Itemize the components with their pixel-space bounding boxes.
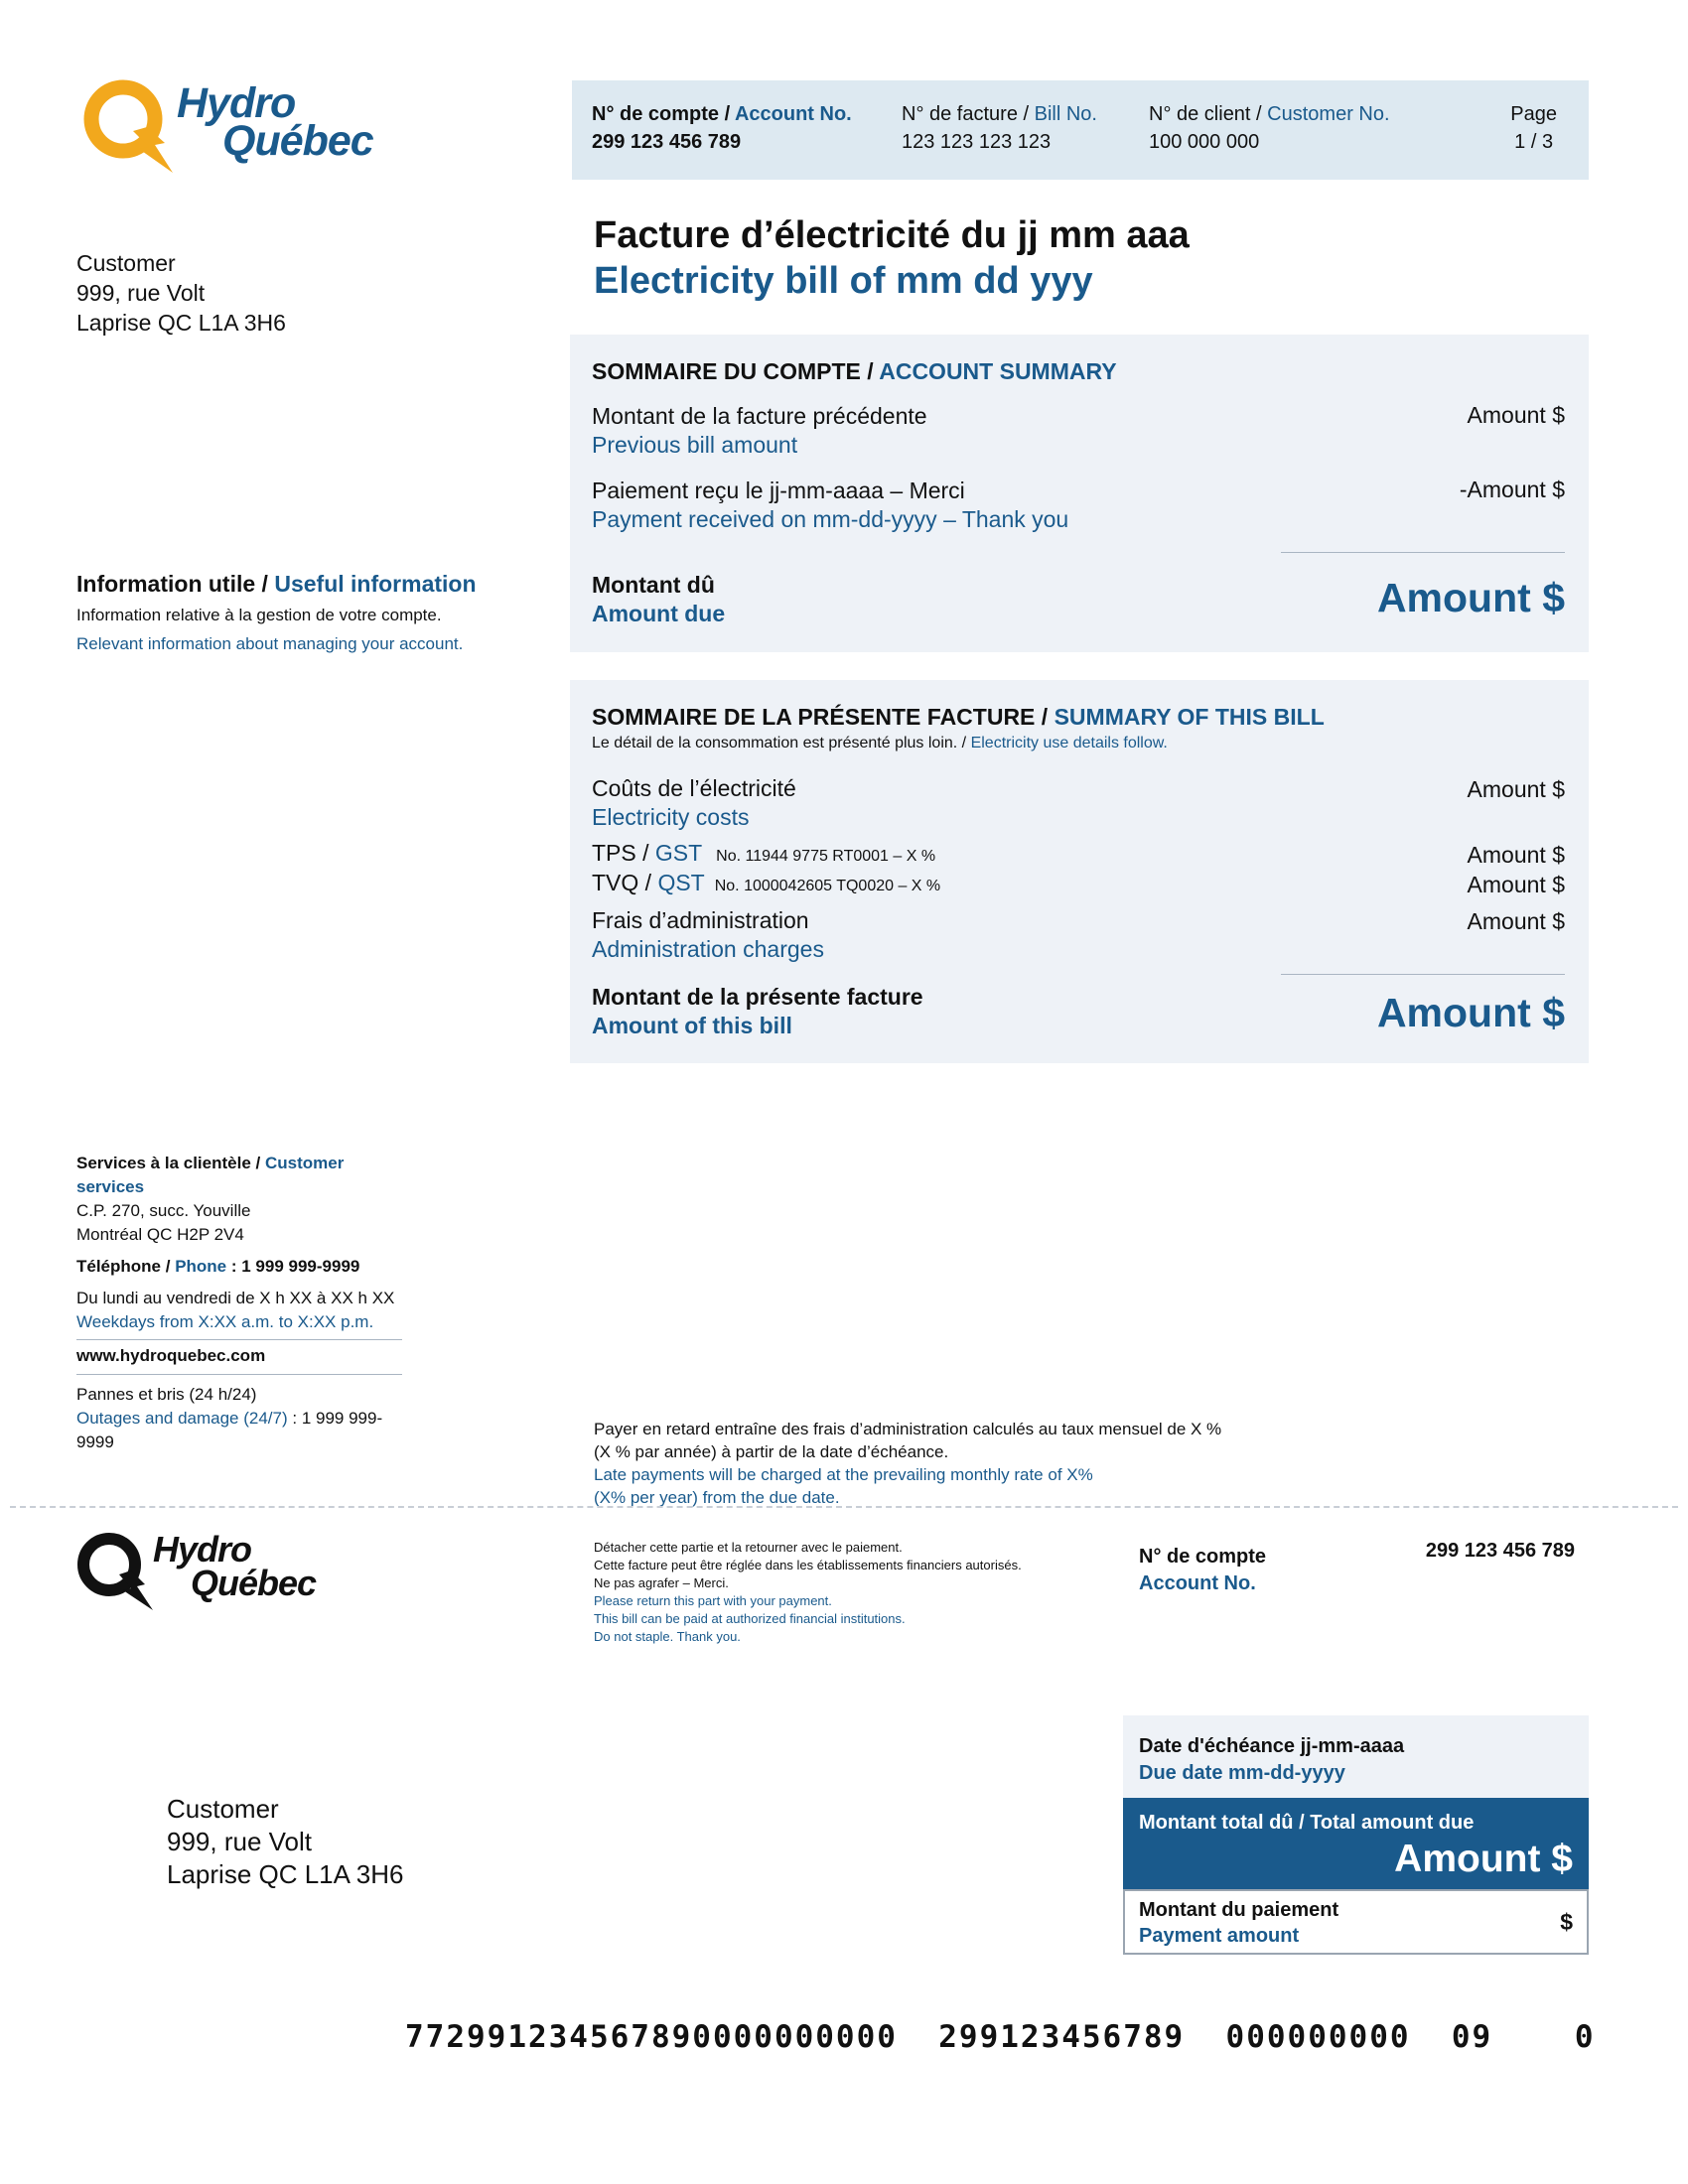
header-customer (1149, 100, 1390, 156)
header-page-label: Page (1510, 103, 1557, 125)
previous-bill-en: Previous bill amount (592, 432, 798, 459)
electricity-costs-fr: Coûts de l’électricité (592, 775, 796, 801)
instr-en1: Please return this part with your payment. (594, 1593, 832, 1608)
bill-total-value: Amount $ (1376, 990, 1565, 1035)
bill-title (594, 212, 1190, 304)
bill-summary-sep: / (1035, 704, 1055, 730)
phone-sep: / (161, 1257, 176, 1276)
header-bill-label-fr: N° de facture (902, 103, 1018, 125)
qst-sep: / (638, 870, 658, 895)
customer-services (76, 1152, 402, 1454)
coupon-account (1139, 1544, 1266, 1597)
account-summary-title-en: ACCOUNT SUMMARY (879, 358, 1117, 384)
coupon-address (167, 1793, 403, 1891)
bill-total-fr: Montant de la présente facture (592, 984, 923, 1010)
customer-services-city: Montréal QC H2P 2V4 (76, 1225, 244, 1244)
outages-en: Outages and damage (24/7) (76, 1409, 288, 1428)
header-customer-value: 100 000 000 (1149, 131, 1260, 153)
due-date-box (1123, 1715, 1589, 1798)
account-summary-title-fr: SOMMAIRE DU COMPTE (592, 358, 861, 384)
admin-charges-amount: Amount $ (1467, 908, 1565, 934)
gst-amount: Amount $ (1467, 842, 1565, 868)
customer-services-title-en: Customer services (76, 1154, 345, 1196)
qst-label-fr: TVQ (592, 870, 639, 895)
hours-fr: Du lundi au vendredi de X h XX à XX h XX (76, 1289, 395, 1307)
useful-info-text-fr: Information relative à la gestion de votre compte. (76, 606, 442, 624)
header-page (1510, 100, 1557, 156)
due-date-fr: Date d'échéance jj-mm-aaaa (1139, 1735, 1405, 1757)
instr-fr1: Détacher cette partie et la retourner avec le paiement. (594, 1540, 903, 1555)
coupon-instructions (594, 1539, 1022, 1646)
bill-title-en: Electricity bill of mm dd yyy (594, 260, 1093, 302)
payment-amount-en: Payment amount (1139, 1925, 1300, 1947)
bill-summary-subtitle-en: Electricity use details follow. (970, 735, 1168, 751)
useful-info (76, 569, 477, 658)
gst-label-en: GST (654, 840, 702, 866)
coupon-account-value: 299 123 456 789 (1425, 1540, 1575, 1562)
admin-charges-fr: Frais d’administration (592, 907, 809, 933)
header-account (592, 100, 852, 156)
total-amount-due-label: Montant total dû / Total amount due (1139, 1812, 1475, 1834)
total-amount-due-box (1123, 1798, 1589, 1889)
coupon-logo (75, 1529, 334, 1618)
coupon-account-en: Account No. (1139, 1572, 1256, 1594)
coupon-logo-text-line1: Hydro (153, 1529, 252, 1570)
amount-due-value: Amount $ (1376, 575, 1565, 620)
bill-total-row (592, 983, 923, 1041)
outages-row (76, 1407, 402, 1454)
qst-amount: Amount $ (1467, 872, 1565, 897)
amount-due-row (592, 571, 725, 629)
coupon-account-fr: N° de compte (1139, 1546, 1267, 1568)
electricity-costs-en: Electricity costs (592, 804, 750, 831)
useful-info-title-fr: Information utile (76, 571, 256, 597)
detach-line (10, 1506, 1678, 1508)
outages-number: : 1 999 999-9999 (76, 1409, 383, 1451)
admin-charges-en: Administration charges (592, 936, 824, 963)
header-bill (902, 100, 1097, 156)
hours-en: Weekdays from X:XX a.m. to X:XX p.m. (76, 1312, 374, 1331)
bill-summary-subtitle-fr: Le détail de la consommation est présenté plus loin. (592, 735, 958, 751)
header-account-label-en: Account No. (734, 103, 852, 125)
customer-services-phone (76, 1255, 402, 1279)
logo-text-line2: Québec (222, 117, 373, 165)
header-page-value: 1 / 3 (1514, 131, 1554, 153)
bill-summary-panel (570, 680, 1589, 1063)
payment-amount-symbol: $ (1560, 1909, 1573, 1935)
header-customer-label-fr: N° de client (1149, 103, 1251, 125)
late-payment-fr1: Payer en retard entraîne des frais d’administration calculés au taux mensuel de X % (594, 1420, 1222, 1438)
late-payment-fr2: (X % par année) à partir de la date d’échéance. (594, 1442, 949, 1461)
payment-amount-labels (1139, 1897, 1338, 1949)
payment-received-amount: -Amount $ (1459, 477, 1565, 502)
amount-due-en: Amount due (592, 601, 726, 627)
amount-due-fr: Montant dû (592, 572, 715, 598)
bill-summary-title-fr: SOMMAIRE DE LA PRÉSENTE FACTURE (592, 704, 1036, 730)
useful-info-title-en: Useful information (274, 571, 477, 597)
header-account-sep: / (719, 103, 735, 125)
instr-fr2: Cette facture peut être réglée dans les établissements financiers autorisés. (594, 1558, 1022, 1572)
useful-info-sep: / (255, 571, 275, 597)
header-bill-value: 123 123 123 123 (902, 131, 1052, 153)
customer-services-sep: / (250, 1154, 265, 1172)
header-account-label-fr: N° de compte (592, 103, 720, 125)
electricity-costs-row (592, 774, 796, 833)
bill-summary-title-en: SUMMARY OF THIS BILL (1054, 704, 1325, 730)
payment-received-en: Payment received on mm-dd-yyyy – Thank you (592, 506, 1069, 533)
account-summary-panel (570, 335, 1589, 652)
customer-services-po-box: C.P. 270, succ. Youville (76, 1201, 251, 1220)
account-summary-divider (1281, 552, 1565, 553)
total-amount-due-value: Amount $ (1394, 1838, 1573, 1880)
late-payment-notice (594, 1418, 1221, 1509)
instr-en2: This bill can be paid at authorized financial institutions. (594, 1611, 906, 1626)
electricity-costs-amount: Amount $ (1467, 776, 1565, 802)
gst-sep: / (635, 840, 655, 866)
bill-title-fr: Facture d’électricité du jj mm aaa (594, 214, 1190, 256)
gst-label-fr: TPS (592, 840, 636, 866)
bill-summary-divider (1281, 974, 1565, 975)
previous-bill-amount: Amount $ (1467, 402, 1565, 428)
header-bar (572, 80, 1589, 180)
qst-number: No. 1000042605 TQ0020 – X % (714, 878, 941, 894)
outages-fr: Pannes et bris (24 h/24) (76, 1374, 402, 1407)
micr-line: 772991234567890000000000 299123456789 000000000 09 0 (405, 2019, 1596, 2055)
address-street: 999, rue Volt (76, 280, 206, 306)
instr-en3: Do not staple. Thank you. (594, 1629, 741, 1644)
coupon-logo-text-line2: Québec (191, 1563, 317, 1603)
bill-summary-subtitle-sep: / (957, 735, 971, 751)
logo-text-line1: Hydro (177, 79, 296, 127)
address-name: Customer (76, 250, 176, 276)
late-payment-en1: Late payments will be charged at the prevailing monthly rate of X% (594, 1465, 1093, 1484)
coupon-address-city: Laprise QC L1A 3H6 (167, 1859, 404, 1889)
qst-row (592, 870, 940, 896)
header-customer-sep: / (1250, 103, 1268, 125)
customer-services-title-fr: Services à la clientèle (76, 1154, 251, 1172)
due-date-en: Due date mm-dd-yyyy (1139, 1762, 1345, 1784)
useful-info-text-en: Relevant information about managing your account. (76, 634, 464, 653)
late-payment-en2: (X% per year) from the due date. (594, 1488, 840, 1507)
qst-label-en: QST (657, 870, 705, 895)
phone-number: : 1 999 999-9999 (226, 1257, 360, 1276)
coupon-address-name: Customer (167, 1794, 279, 1824)
bill-total-en: Amount of this bill (592, 1013, 792, 1039)
hydro-quebec-logo (81, 77, 399, 177)
mailing-address (76, 248, 286, 338)
header-account-value: 299 123 456 789 (592, 131, 742, 153)
previous-bill-row (592, 402, 927, 461)
gst-row (592, 840, 935, 867)
payment-amount-field[interactable] (1123, 1889, 1589, 1955)
payment-received-fr: Paiement reçu le jj-mm-aaaa – Merci (592, 478, 965, 503)
phone-label-fr: Téléphone (76, 1257, 162, 1276)
website-link[interactable]: www.hydroquebec.com (76, 1339, 402, 1368)
coupon-address-street: 999, rue Volt (167, 1827, 312, 1856)
header-bill-label-en: Bill No. (1034, 103, 1097, 125)
header-customer-label-en: Customer No. (1267, 103, 1390, 125)
previous-bill-fr: Montant de la facture précédente (592, 403, 927, 429)
address-city: Laprise QC L1A 3H6 (76, 310, 286, 336)
payment-received-row (592, 477, 1068, 535)
account-summary-sep: / (860, 358, 880, 384)
admin-charges-row (592, 906, 824, 965)
header-bill-sep: / (1017, 103, 1035, 125)
phone-label-en: Phone (175, 1257, 227, 1276)
payment-amount-fr: Montant du paiement (1139, 1899, 1339, 1921)
gst-number: No. 11944 9775 RT0001 – X % (716, 848, 936, 865)
instr-fr3: Ne pas agrafer – Merci. (594, 1575, 729, 1590)
